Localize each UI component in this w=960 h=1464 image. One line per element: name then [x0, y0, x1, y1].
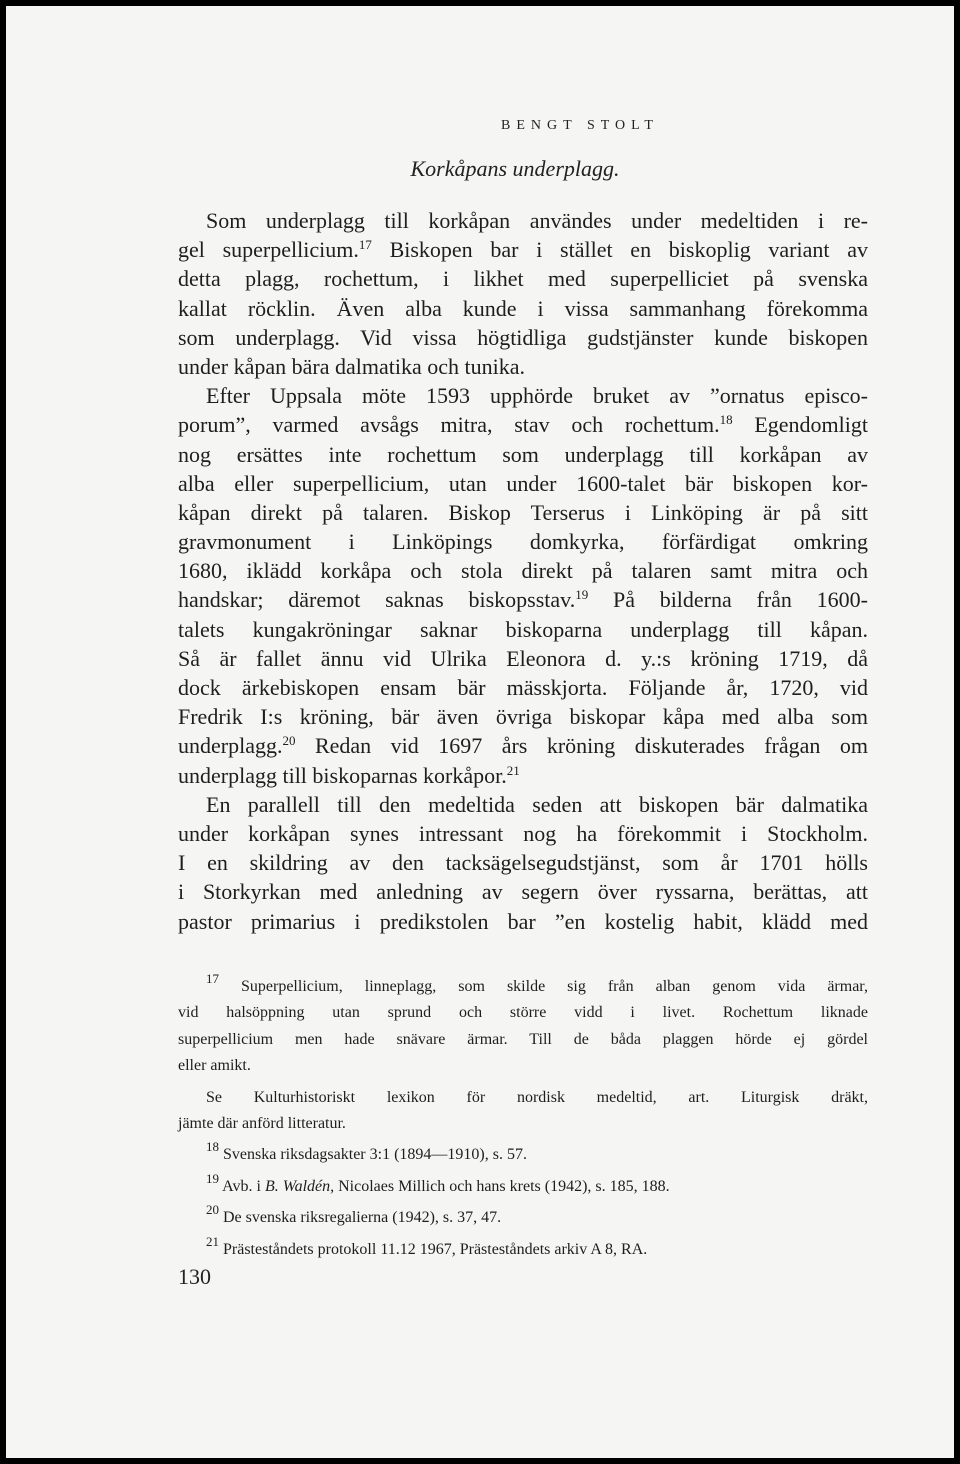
text-line: i Storkyrkan med anledning av segern över ryssarna, berättas, att: [178, 879, 868, 905]
text-line: porum”, varmed avsågs mitra, stav och rochettum.$^{18}$ Egendomligt: [178, 412, 868, 438]
footnote-line: Se Kulturhistoriskt lexikon för nordisk medeltid, art. Liturgisk dräkt,: [206, 1088, 868, 1106]
text-line: Som underplagg till korkåpan användes under medeltiden i re-: [206, 208, 868, 233]
text-line: detta plagg, rochettum, i likhet med superpelliciet på svenska: [178, 266, 868, 292]
author-name: BENGT STOLT: [501, 118, 659, 133]
text-line: En parallell till den medeltida seden att biskopen bär dalmatika: [206, 791, 868, 817]
text-line: gravmonument i Linköpings domkyrka, förfärdigat omkring: [178, 529, 868, 555]
text-line: handskar; däremot saknas biskopsstav.$^{19}$ På bilderna från 1600-: [178, 587, 868, 613]
footnote-ref: 20: [282, 733, 296, 749]
footnote-ref: 21: [506, 762, 520, 778]
footnote-mark: 17: [206, 971, 219, 986]
footnote-20: $^{20}$ De svenska riksregalierna (1942), s. 37, 47.: [206, 1202, 502, 1227]
footnote-17: $^{17}$ Superpellicium, linneplagg, som skilde sig från alban genom vida ärmar,: [206, 971, 868, 995]
page-number: 130: [178, 1264, 211, 1289]
running-header: [6, 118, 954, 134]
text-line: som underplagg. Vid vissa högtidliga gudstjänster kunde biskopen: [178, 324, 868, 350]
footnote-ref: 17: [358, 237, 372, 253]
text-line: dock ärkebiskopen ensam bär mässkjorta. Följande år, 1720, vid: [178, 675, 868, 700]
text-line: Fredrik I:s kröning, bär även övriga biskopar kåpa med alba som: [178, 704, 868, 730]
footnote-21: $^{21}$ Prästeståndets protokoll 11.12 1967, Prästeståndets arkiv A 8, RA.: [206, 1233, 648, 1258]
text-line: 1680, iklädd korkåpa och stola direkt på talaren samt mitra och: [178, 558, 868, 584]
footnote-line: jämte där anförd litteratur.: [178, 1114, 346, 1132]
footnote-line: eller amikt.: [178, 1057, 251, 1075]
text-line: underplagg till biskoparnas korkåpor.$^{21}$: [178, 762, 520, 788]
footnote-19: $^{19}$ Avb. i B. Waldén, Nicolaes Millich och hans krets (1942), s. 185, 188.: [206, 1170, 670, 1195]
text-line: Efter Uppsala möte 1593 upphörde bruket av ”ornatus episco-: [206, 383, 868, 409]
text-line: talets kungakröningar saknar biskoparna underplagg till kåpan.: [178, 616, 868, 642]
text-line: under kåpan bära dalmatika och tunika.: [178, 353, 525, 379]
text-line: underplagg.$^{20}$ Redan vid 1697 års kröning diskuterades frågan om: [178, 733, 868, 759]
text-line: kallat röcklin. Även alba kunde i vissa sammanhang förekomma: [178, 295, 868, 321]
footnote-mark: 19: [206, 1170, 219, 1186]
text-line: kåpan direkt på talaren. Biskop Terserus i Linköping är på sitt: [178, 499, 868, 525]
footnote-mark: 20: [206, 1202, 219, 1218]
footnote-mark: 21: [206, 1233, 219, 1249]
body-text: [178, 206, 868, 936]
footnote-line: superpellicium men hade snävare ärmar. Till de båda plaggen hörde ej gördel: [178, 1030, 868, 1048]
footnote-ref: 19: [575, 587, 589, 603]
text-line: I en skildring av den tacksägelsegudstjänst, som år 1701 hölls: [178, 850, 868, 876]
book-page: [6, 6, 954, 1458]
section-title: [6, 156, 954, 182]
text-line: Så är fallet ännu vid Ulrika Eleonora d. y.:s kröning 1719, då: [178, 645, 868, 671]
footnote-18: $^{18}$ Svenska riksdagsakter 3:1 (1894—1910), s. 57.: [206, 1139, 527, 1164]
text-line: under korkåpan synes intressant nog ha förekommit i Stockholm.: [178, 820, 868, 846]
footnote-line: vid halsöppning utan sprund och större vidd i livet. Rochettum liknade: [178, 1004, 868, 1022]
text-line: alba eller superpellicium, utan under 1600-talet bär biskopen kor-: [178, 470, 868, 496]
text-line: nog ersättes inte rochettum som underplagg till korkåpan av: [178, 441, 868, 467]
text-line: pastor primarius i predikstolen bar ”en kostelig habit, klädd med: [178, 908, 868, 934]
footnotes: [178, 971, 868, 1263]
footnote-mark: 18: [206, 1139, 219, 1155]
section-title-text: Korkåpans underplagg.: [410, 156, 620, 181]
text-line: gel superpellicium.$^{17}$ Biskopen bar i stället en biskoplig variant av: [178, 237, 868, 263]
footnote-ref: 18: [719, 412, 733, 428]
